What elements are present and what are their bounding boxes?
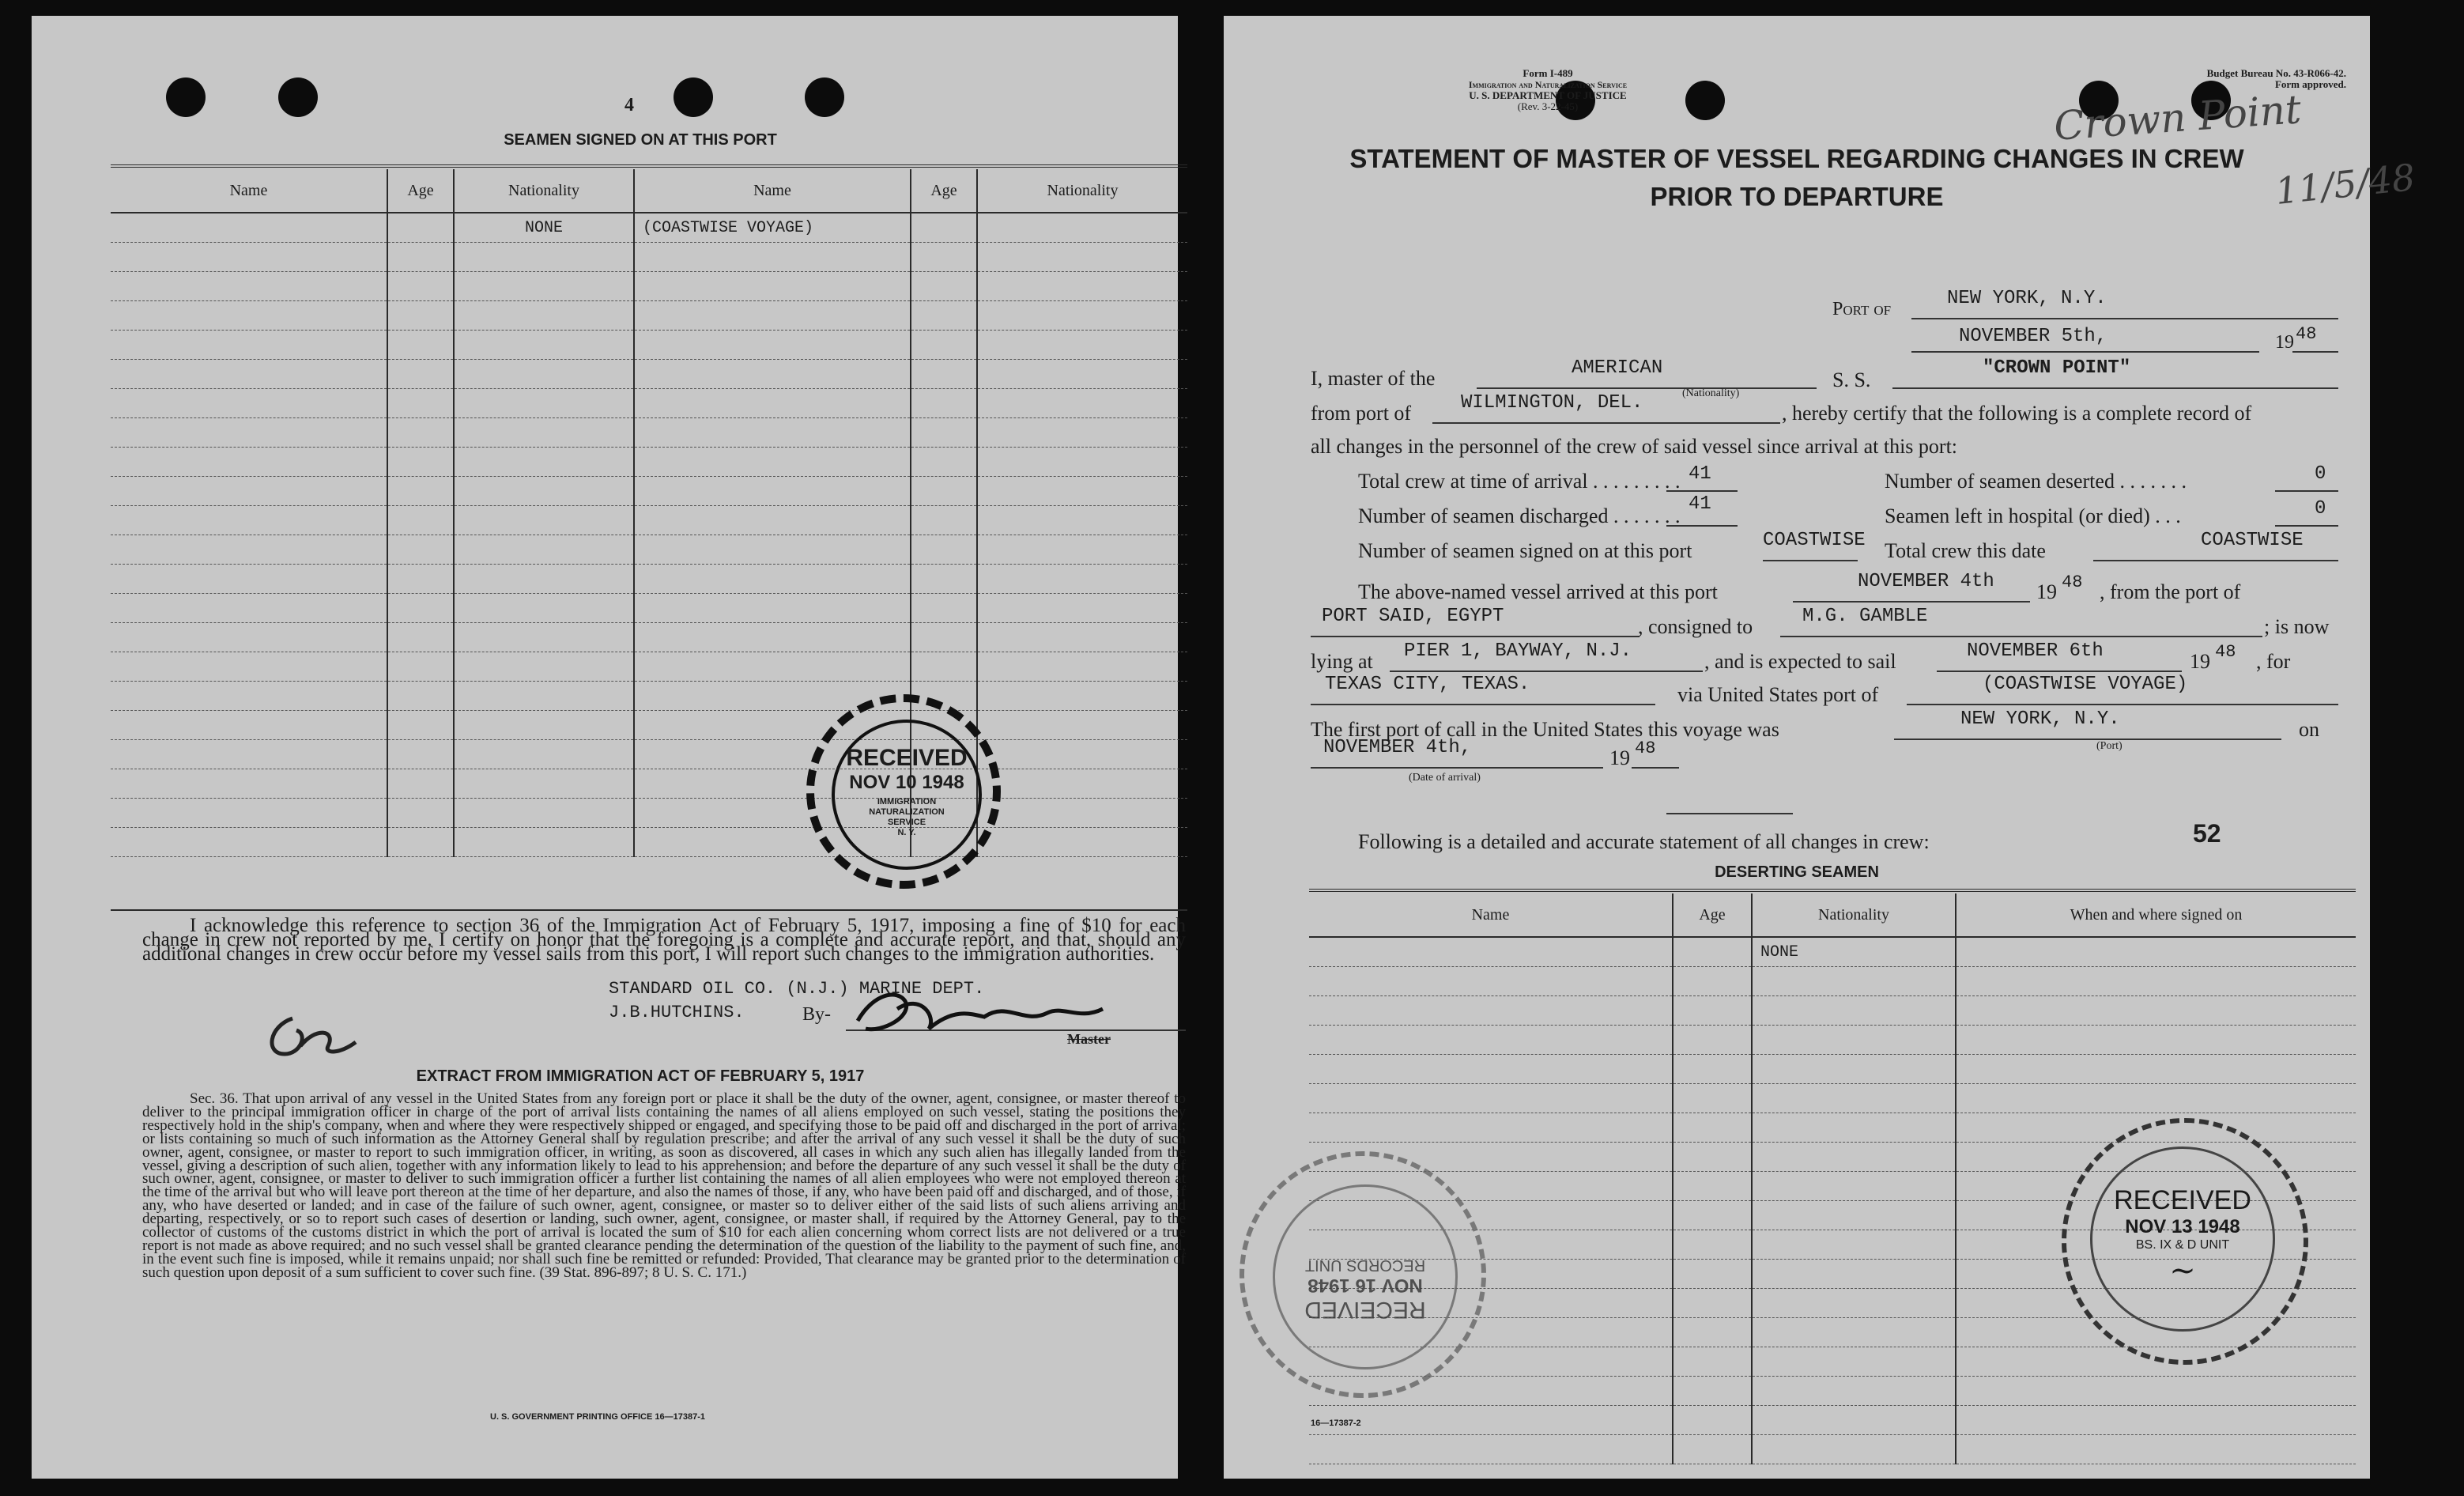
col-header-name: Name [634,169,911,213]
table-row [111,272,1187,301]
signed-on-value: COASTWISE [1763,530,1866,551]
initials-signature [261,1011,364,1066]
ss-label: S. S. [1832,368,1871,391]
from-port-label: from port of [1311,402,1412,425]
table-row [111,535,1187,565]
table-row [111,799,1187,828]
revision: (Rev. 3-22-45) [1517,100,1579,112]
certify-text: , hereby certify that the following is a complete record of [1782,402,2252,425]
table-row [111,331,1187,360]
via-line [1907,704,2338,705]
consigned-label: , consigned to [1638,615,1753,638]
table-row [111,828,1187,857]
table-bottom-rule [111,909,1187,911]
first-port-date: NOVEMBER 4th, [1323,737,1472,758]
arrived-from-line [1311,636,1640,637]
agency-line: U. S. DEPARTMENT OF JUSTICE [1469,89,1627,101]
port-value: NEW YORK, N.Y. [1947,288,2107,309]
table-row [1309,937,2356,967]
year-line [2292,351,2338,353]
table-row [1309,996,2356,1026]
table-row [111,682,1187,711]
table-row [111,389,1187,418]
first-port-date-line [1311,767,1603,769]
first-port-year: 48 [1635,739,1656,758]
destination-line [1311,704,1655,705]
year-value: 48 [2296,324,2317,344]
arrived-date: NOVEMBER 4th [1858,571,1994,592]
table-row [111,711,1187,740]
arrived-label: The above-named vessel arrived at this port [1358,580,1718,603]
right-page [1224,16,2417,1479]
table-row [111,360,1187,389]
via-label: via United States port of [1677,683,1879,706]
table-row [111,506,1187,535]
year-prefix: 19 [2036,580,2057,603]
discharged-value: 41 [1689,493,1711,515]
by-label: By- [802,1004,831,1025]
page-number: 4 [624,95,634,115]
count-line [1666,525,1738,527]
for-label: , for [2256,650,2291,673]
certify-line2: all changes in the personnel of the crew of said vessel since arrival at this port: [1311,435,1958,458]
budget-line: Form approved. [2274,78,2346,90]
table-row [111,565,1187,594]
handwritten-date: 11/5/48 [2273,155,2417,213]
handwritten-note: Crown Point [2052,86,2303,149]
table-row [111,594,1187,623]
date-line [1911,351,2259,353]
master-label: Master [1067,1031,1111,1047]
stamp-line: N. Y. [897,828,916,837]
count-line [1666,490,1738,492]
records-stamp [1240,1151,1486,1398]
table-row [1309,1026,2356,1055]
stamp-date: NOV 16 1948 [1307,1275,1423,1296]
page-count: 52 [2193,819,2221,848]
on-label: on [2299,718,2319,741]
first-port-line [1894,739,2281,740]
from-port-value: WILMINGTON, DEL. [1461,392,1643,414]
received-stamp: RECEIVED NOV 13 1948 BS. IX & D UNIT ~ [2062,1118,2308,1365]
sail-line [1937,671,2182,672]
agency-line: Immigration and Naturalization Service [1468,79,1628,90]
table-row [111,301,1187,331]
form-title: STATEMENT OF MASTER OF VESSEL REGARDING CHANGES IN CREW [1349,144,2244,173]
name-cell: (COASTWISE VOYAGE) [634,213,911,243]
arrived-line [1793,601,2030,603]
first-port-value: NEW YORK, N.Y. [1960,708,2120,730]
seamen-signed-on-title: SEAMEN SIGNED ON AT THIS PORT [504,131,777,149]
nationality-cell: NONE [454,213,634,243]
stamp-date: NOV 10 1948 [849,772,964,793]
form-number: Form I-489 [1523,67,1573,79]
sail-date: NOVEMBER 6th [1967,640,2104,662]
printer-line: 16—17387-2 [1311,1419,1361,1428]
year-prefix: 19 [1609,746,1630,769]
table-row [111,623,1187,652]
table-row [111,243,1187,272]
col-header-signed-on: When and where signed on [1956,893,2356,937]
agent-line: J.B.HUTCHINS. [609,1003,745,1022]
table-row [111,418,1187,448]
total-crew-date-value: COASTWISE [2201,530,2304,551]
table-row [1309,1435,2356,1464]
year-prefix: 19 [2190,650,2210,673]
from-port-line [1432,422,1780,424]
lying-at-label: lying at [1311,650,1373,673]
deserting-title: DESERTING SEAMEN [1715,863,1879,881]
table-row [111,448,1187,477]
table-row [111,769,1187,799]
table-row [111,740,1187,769]
nationality-value: AMERICAN [1572,357,1663,379]
extract-text: Sec. 36. That upon arrival of any vessel in the United States from any foreign port or place it shall be the duty of the owner, agent, consignee, or master thereof to deliver to the principal immigration officer in charge of the port of arrival lists containing the names of all aliens employed on such vessel, stating the positions they respectively hold in the ship's company, when and where they were respectively shipped or engaged, and specifying those to be paid off and discharged in the port of arrival; or lists containing so much of such information as the Attorney General shall by regulation prescribe; and after the arrival of any such vessel it shall be the duty of such owner, agent, consignee, or master to report to such immigration officer, in writing, as soon as discovered, all cases in which any such alien has illegally landed from the vessel, giving a description of such alien, together with any information likely to lead to his apprehension; and before the departure of any such vessel it shall be the duty of such owner, agent, consignee, or master to deliver to such immigration officer a further list containing the names of all alien employees who were not employed thereon at the time of the arrival but who will leave port thereon at the time of her departure, and also the names of those, if any, who have been paid off and discharged, and of those, if any, who have deserted or landed; and in case of the failure of such owner, agent, consignee, or master so to deliver either of the said lists of such aliens arriving and departing, respectively, or so to report such cases of desertion or landing, such owner, agent, consignee, or master shall, if required by the Attorney General, pay to the collector of customs of the customs district in which the port of arrival is located the sum of $10 for each alien concerning whom correct lists are not delivered or a true report is not made as above required; and no such vessel shall be granted clearance pending the determination of the question of the liability to the payment of such fine, and, in the event such fine is imposed, while it remains unpaid; nor shall such fine be remitted or refunded: Provided, That clearance may be granted prior to the determination of such question upon deposit of a sum sufficient to cover such fine. (39 Stat. 896-897; 8 U. S. C. 171.) [142,1090,1186,1281]
punch-hole [278,77,318,117]
stamp-line: NATURALIZATION [869,807,945,817]
printer-line: U. S. GOVERNMENT PRINTING OFFICE 16—17387-1 [490,1412,706,1422]
punch-hole [805,77,844,117]
is-now-label: ; is now [2264,615,2330,638]
stamp-word: RECEIVED [1304,1297,1426,1323]
consignee: M.G. GAMBLE [1802,606,1928,627]
port-caption: (Port) [2096,740,2123,752]
col-header-nationality: Nationality [1752,893,1956,937]
count-line [2275,490,2338,492]
table-row [1309,1406,2356,1435]
arrived-year: 48 [2062,572,2083,592]
punch-hole [166,77,206,117]
ship-line [1892,387,2338,389]
acknowledgement-text: I acknowledge this reference to section 36 of the Immigration Act of February 5, 1917, imposing a fine of $10 for each change in crew not reported by me. I certify on honor that the foregoing is a complete and accurate report, and that, should any additional changes in crew occur before my vessel sails from this port, I will report such changes to the immigration authorities. [142,915,1186,965]
stamp-sub: RECORDS UNIT [1304,1256,1426,1274]
signed-on-label: Number of seamen signed on at this port [1358,539,1692,562]
count-line [2275,525,2338,527]
expected-label: , and is expected to sail [1704,650,1896,673]
stamp-sub: BS. IX & D UNIT [2135,1238,2230,1252]
col-header-nationality: Nationality [977,169,1187,213]
arrived-from: PORT SAID, EGYPT [1322,606,1504,627]
date-of-arrival-caption: (Date of arrival) [1409,772,1481,784]
stamp-word: RECEIVED [846,745,968,771]
deserted-label: Number of seamen deserted . . . . . . . [1885,470,2187,493]
form-header [1413,68,1682,112]
form-subtitle: PRIOR TO DEPARTURE [1650,182,1944,211]
separator-line [1666,813,1793,814]
deserted-value: 0 [2315,463,2326,485]
nationality-cell: NONE [1752,937,1956,967]
year-line [1632,767,1679,769]
master-of-label: I, master of the [1311,367,1436,390]
sail-year: 48 [2215,642,2236,662]
total-crew-arrival-label: Total crew at time of arrival . . . . . . . . . [1358,470,1681,493]
table-top-rule [1309,889,2356,892]
company-line: STANDARD OIL CO. (N.J.) MARINE DEPT. [609,979,985,999]
following-label: Following is a detailed and accurate statement of all changes in crew: [1358,830,1930,853]
col-header-name: Name [111,169,387,213]
nationality-line [1477,387,1817,389]
table-row [111,652,1187,682]
count-line [2093,560,2338,561]
table-top-rule [111,164,1187,168]
from-port-of-label: , from the port of [2100,580,2241,603]
port-label: Port of [1832,299,1892,319]
nationality-caption: (Nationality) [1682,387,1740,399]
destination: TEXAS CITY, TEXAS. [1325,674,1530,695]
col-header-age: Age [387,169,454,213]
punch-hole [1685,81,1725,120]
col-header-nationality: Nationality [454,169,634,213]
extract-title: EXTRACT FROM IMMIGRATION ACT OF FEBRUARY 5, 1917 [416,1067,865,1085]
stamp-date: NOV 13 1948 [2125,1216,2240,1237]
table-row [111,477,1187,506]
hospital-label: Seamen left in hospital (or died) . . . [1885,504,2181,527]
total-crew-date-label: Total crew this date [1885,539,2046,562]
ship-name: "CROWN POINT" [1983,357,2131,379]
col-header-name: Name [1309,893,1673,937]
consignee-line [1780,636,2262,637]
port-line [1911,318,2338,319]
year-prefix: 19 [2275,332,2294,353]
table-row [1309,967,2356,996]
col-header-age: Age [1673,893,1752,937]
table-row [1309,1055,2356,1084]
signed-on-table [111,169,1187,857]
lying-at-line [1390,671,1703,672]
total-crew-arrival-value: 41 [1689,463,1711,485]
budget-header [2133,68,2346,90]
table-row [1309,1084,2356,1113]
punch-hole [674,77,713,117]
table-row [111,213,1187,243]
received-stamp [806,694,1001,889]
lying-at-value: PIER 1, BAYWAY, N.J. [1404,640,1632,662]
table-row [1309,1377,2356,1406]
col-header-age: Age [911,169,977,213]
via-value: (COASTWISE VOYAGE) [1983,674,2188,695]
left-page [32,16,1186,1479]
hospital-value: 0 [2315,498,2326,519]
stamp-line: IMMIGRATION [877,797,937,807]
budget-line: Budget Bureau No. 43-R066-42. [2206,67,2346,79]
stamp-line: SERVICE [887,818,926,827]
stamp-word: RECEIVED [2114,1185,2251,1215]
date-value: NOVEMBER 5th, [1959,326,2107,347]
first-port-label: The first port of call in the United States this voyage was [1311,718,1779,741]
count-line [1763,560,1858,561]
discharged-label: Number of seamen discharged . . . . . . . [1358,504,1681,527]
